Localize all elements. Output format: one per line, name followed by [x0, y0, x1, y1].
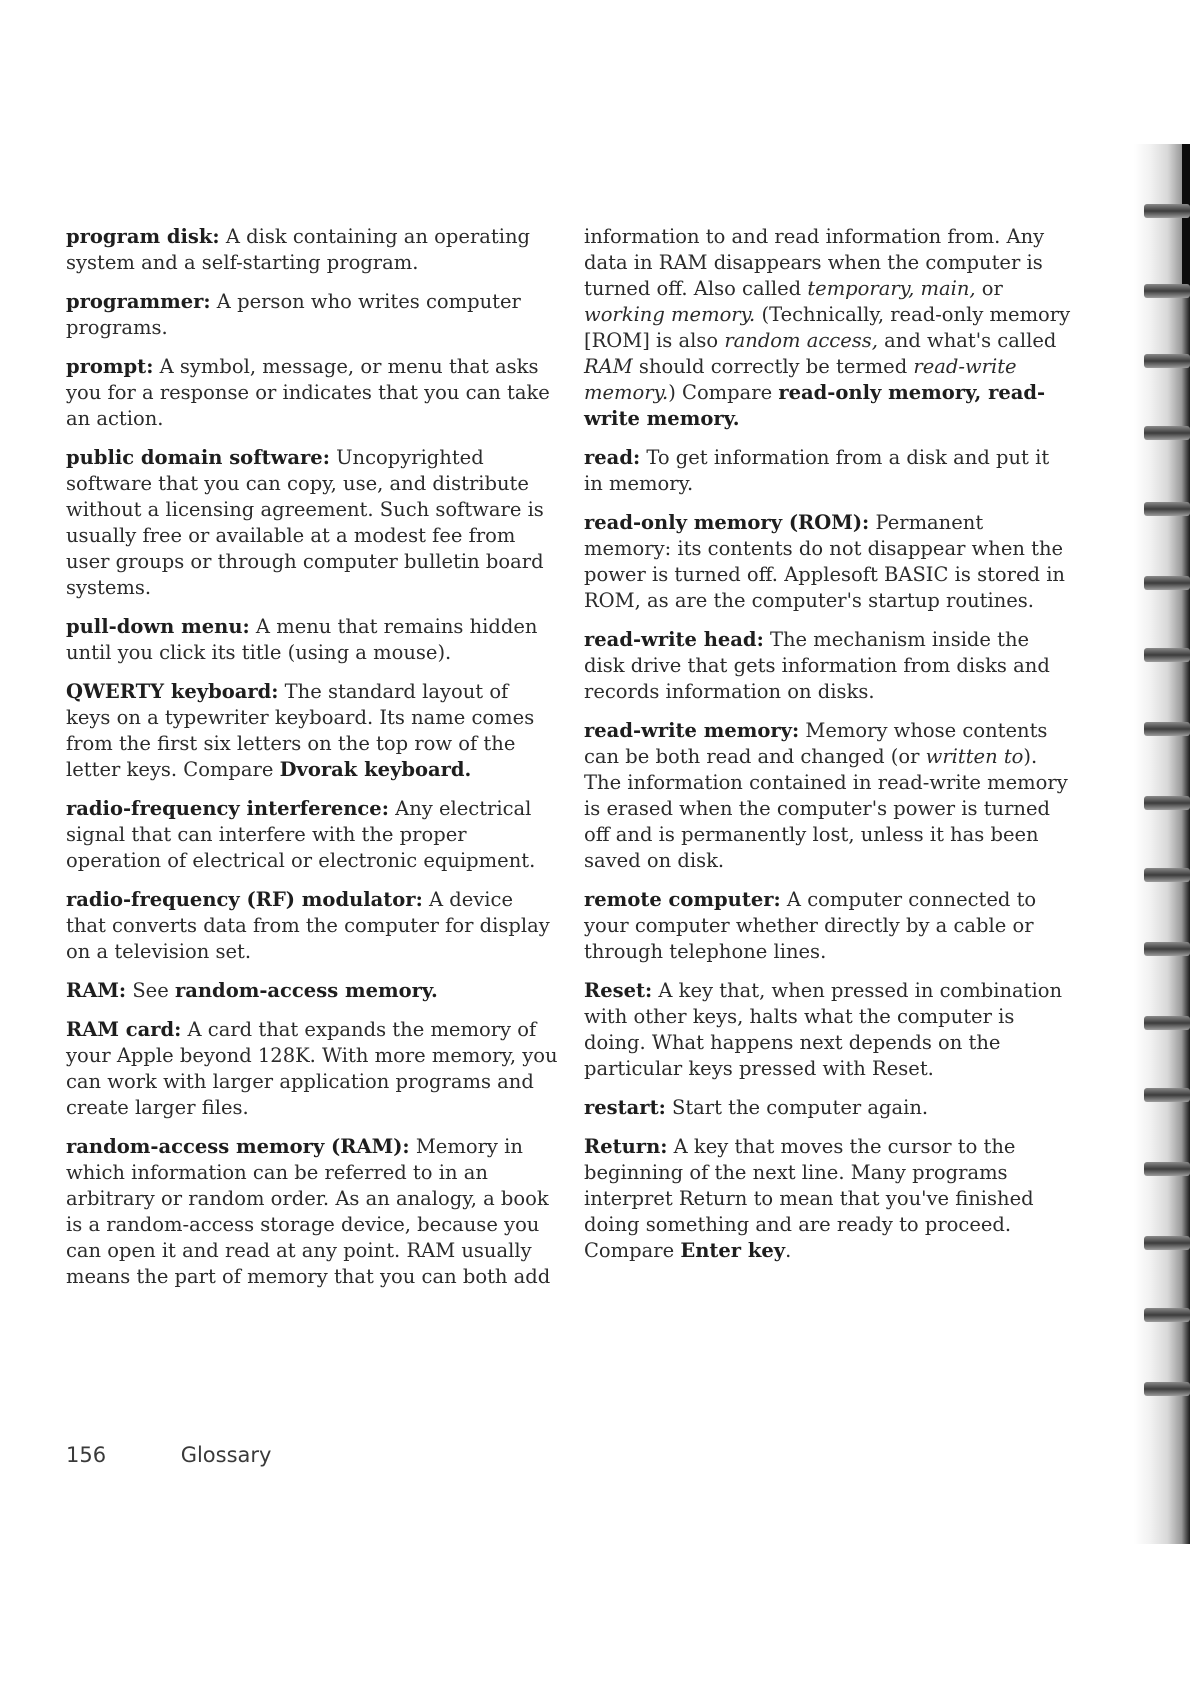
definition-text: Any electrical signal that can interfere with the proper operation of electrical or electronic equipment. [66, 797, 536, 872]
binding-ring [1144, 1088, 1190, 1102]
glossary-term: RAM: [66, 979, 127, 1002]
glossary-term: read-write memory: [584, 719, 800, 742]
left-column [66, 224, 558, 1303]
glossary-term: pull-down menu: [66, 615, 250, 638]
spiral-binding [1134, 144, 1190, 1544]
glossary-term: read: [584, 446, 641, 469]
page-number: 156 [66, 1443, 107, 1467]
definition-text: should correctly be termed [632, 355, 914, 378]
definition-text: A disk containing an operating system and a self-starting program. [66, 225, 531, 274]
cross-reference: Enter key [680, 1239, 786, 1262]
binding-ring [1144, 648, 1190, 662]
glossary-entry [66, 679, 558, 783]
glossary-entry [584, 718, 1074, 874]
glossary-term: prompt: [66, 355, 154, 378]
cross-reference: random-access memory. [174, 979, 438, 1002]
definition-text: ). The information contained in read-write memory is erased when the computer's power is turned off and is permanently lost, unless it has been saved on disk. [584, 745, 1068, 872]
glossary-term: program disk: [66, 225, 220, 248]
glossary-entry [584, 510, 1074, 614]
definition-text: Uncopyrighted software that you can copy, use, and distribute without a licensing agreement. Such software is usually free or available at a modest fee from user groups or through computer bulletin board systems. [66, 446, 544, 599]
definition-text: information to and read information from. Any data in RAM disappears when the computer is turned off. Also called [584, 225, 1045, 300]
glossary-entry [66, 445, 558, 601]
definition-text: A menu that remains hidden until you click its title (using a mouse). [66, 615, 538, 664]
section-title: Glossary [180, 1443, 272, 1467]
glossary-term: Reset: [584, 979, 653, 1002]
glossary-term: QWERTY keyboard: [66, 680, 279, 703]
binding-ring [1144, 1016, 1190, 1030]
glossary-entry [66, 978, 558, 1004]
glossary-term: read-write head: [584, 628, 764, 651]
glossary-entry [584, 887, 1074, 965]
glossary-entry [584, 1134, 1074, 1264]
binding-ring [1144, 722, 1190, 736]
cross-reference: read-only memory, read-write memory. [584, 381, 1046, 430]
binding-ring [1144, 1308, 1190, 1322]
glossary-term: read-only memory (ROM): [584, 511, 870, 534]
definition-text: Memory in which information can be referred to in an arbitrary or random order. As an analogy, a book is a random-access storage device, because you can open it and read at any point. RAM usually means the part of memory that you can both add [66, 1135, 551, 1288]
glossary-term: Return: [584, 1135, 668, 1158]
definition-text: The standard layout of keys on a typewriter keyboard. Its name comes from the first six letters on the top row of the letter keys. Compare [66, 680, 535, 781]
glossary-entry [66, 354, 558, 432]
glossary-entry [66, 614, 558, 666]
binding-ring [1144, 576, 1190, 590]
glossary-entry [584, 978, 1074, 1082]
definition-text: A person who writes computer programs. [66, 290, 521, 339]
definition-text: The mechanism inside the disk drive that gets information from disks and records information on disks. [584, 628, 1050, 703]
glossary-entry [66, 289, 558, 341]
binding-ring [1144, 942, 1190, 956]
glossary-term: radio-frequency interference: [66, 797, 389, 820]
glossary-entry [584, 627, 1074, 705]
emphasis-text: working memory. [584, 303, 756, 326]
binding-edge [1182, 144, 1190, 294]
glossary-entry [66, 1017, 558, 1121]
page-footer [66, 1443, 271, 1467]
definition-text: A key that moves the cursor to the beginning of the next line. Many programs interpret Return to mean that you've finished doing something and are ready to proceed. Compare [584, 1135, 1034, 1262]
glossary-term: programmer: [66, 290, 211, 313]
emphasis-text: temporary, main, [807, 277, 976, 300]
glossary-entry [66, 1134, 558, 1290]
binding-ring [1144, 868, 1190, 882]
glossary-term: RAM card: [66, 1018, 182, 1041]
definition-text: or [975, 277, 1003, 300]
glossary-entry [584, 224, 1074, 432]
binding-ring [1144, 284, 1190, 298]
emphasis-text: RAM [584, 355, 633, 378]
binding-ring [1144, 426, 1190, 440]
glossary-term: public domain software: [66, 446, 330, 469]
definition-text: (Technically, read-only memory [ROM] is also [584, 303, 1071, 352]
binding-ring [1144, 204, 1190, 218]
definition-text: Start the computer again. [665, 1096, 929, 1119]
definition-text: and what's called [877, 329, 1057, 352]
binding-ring [1144, 1382, 1190, 1396]
definition-text: ) Compare [668, 381, 779, 404]
glossary-term: restart: [584, 1096, 666, 1119]
emphasis-text: written to [925, 745, 1024, 768]
cross-reference: Dvorak keyboard. [279, 758, 472, 781]
glossary-entry [584, 445, 1074, 497]
glossary-entry [66, 887, 558, 965]
definition-text: A card that expands the memory of your Apple beyond 128K. With more memory, you can work with larger application programs and create larger files. [66, 1018, 558, 1119]
definition-text: Memory whose contents can be both read and changed (or [584, 719, 1048, 768]
binding-ring [1144, 1236, 1190, 1250]
definition-text: . [785, 1239, 792, 1262]
definition-text: A key that, when pressed in combination with other keys, halts what the computer is doing. What happens next depends on the particular keys pressed with Reset. [584, 979, 1063, 1080]
binding-ring [1144, 502, 1190, 516]
definition-text: See [126, 979, 175, 1002]
glossary-entry [66, 796, 558, 874]
binding-ring [1144, 796, 1190, 810]
glossary-term: remote computer: [584, 888, 781, 911]
binding-ring [1144, 1162, 1190, 1176]
glossary-term: random-access memory (RAM): [66, 1135, 410, 1158]
definition-text: To get information from a disk and put it in memory. [584, 446, 1050, 495]
glossary-entry [66, 224, 558, 276]
glossary-term: radio-frequency (RF) modulator: [66, 888, 423, 911]
definition-text: A computer connected to your computer whether directly by a cable or through telephone lines. [584, 888, 1037, 963]
right-column [584, 224, 1074, 1277]
glossary-entry [584, 1095, 1074, 1121]
emphasis-text: random access, [724, 329, 878, 352]
emphasis-text: read-write memory. [584, 355, 1017, 404]
definition-text: Permanent memory: its contents do not disappear when the power is turned off. Applesoft BASIC is stored in ROM, as are the computer's startup routines. [584, 511, 1065, 612]
binding-ring [1144, 354, 1190, 368]
definition-text: A device that converts data from the computer for display on a television set. [66, 888, 550, 963]
definition-text: A symbol, message, or menu that asks you for a response or indicates that you can take an action. [66, 355, 550, 430]
